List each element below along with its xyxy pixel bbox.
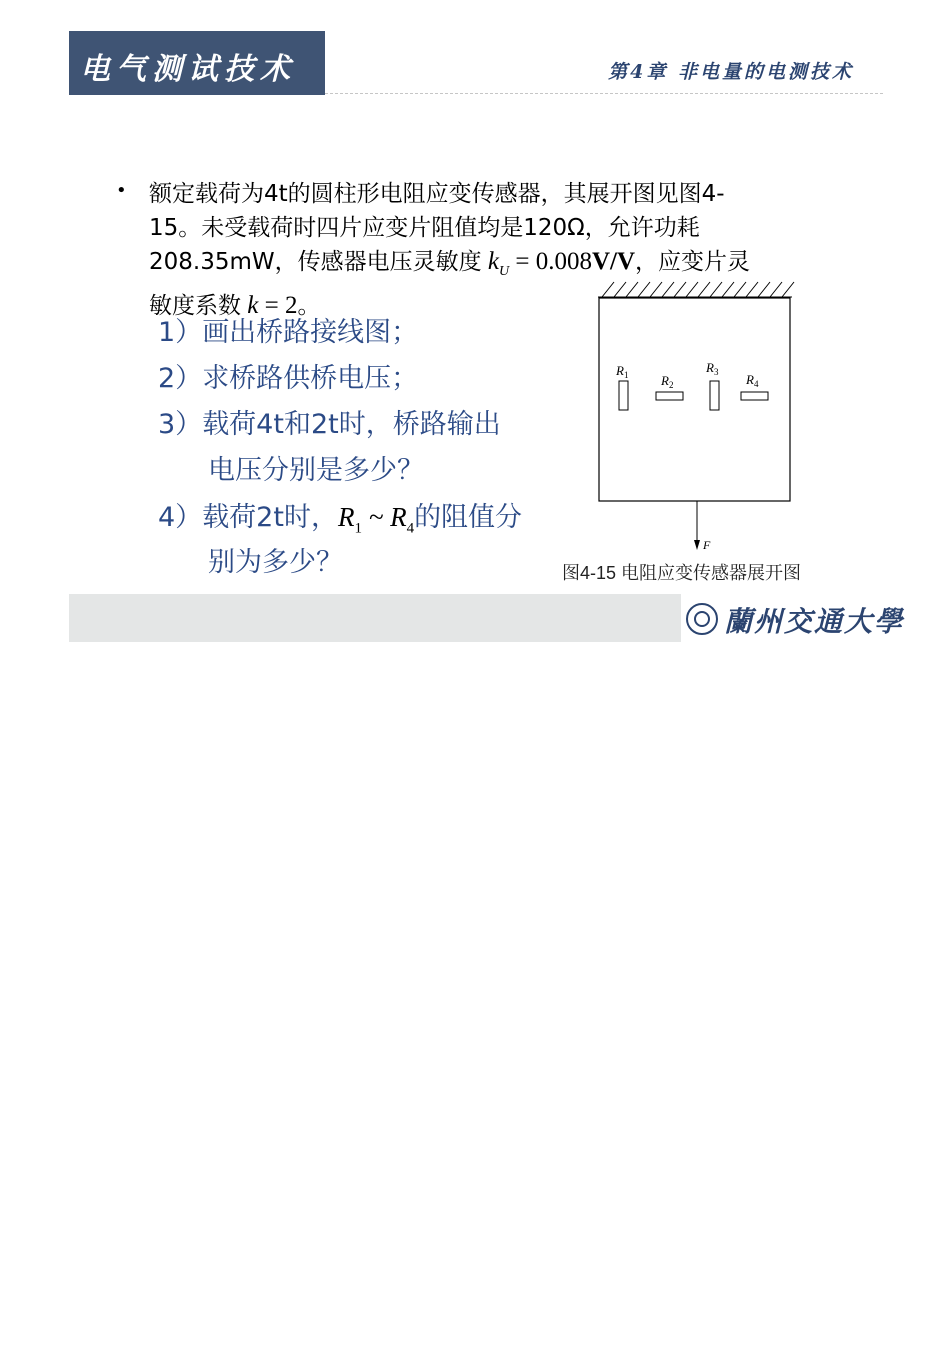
question-3-num: 3）: [158, 409, 203, 440]
question-3-continued: 电压分别是多少？: [208, 455, 424, 486]
problem-line-3-pre: 208.35mW，传感器电压灵敏度: [149, 249, 482, 275]
fixed-support-hatching: [598, 282, 794, 297]
force-arrow-head: [694, 540, 700, 550]
problem-line-2: 15。未受载荷时四片应变片阻值均是120Ω，允许功耗: [149, 215, 700, 241]
k-symbol: k: [247, 292, 259, 319]
r4-symbol: R: [390, 502, 407, 532]
label-r4: $R_4$: [746, 372, 759, 389]
bullet-marker: •: [116, 180, 127, 201]
strain-gauge-sensor-diagram: [590, 278, 810, 556]
university-emblem-icon: [686, 603, 718, 635]
question-2-text: 求桥路供桥电压；: [202, 363, 419, 394]
question-3: [158, 402, 501, 448]
problem-line-3-post: ，应变片灵: [635, 249, 751, 275]
ku-unit: V/V: [591, 248, 636, 275]
question-4-text-post: 的阻值分: [414, 502, 523, 533]
problem-line-1: 额定载荷为4t的圆柱形电阻应变传感器，其展开图见图4-: [149, 181, 725, 207]
question-1: [158, 310, 418, 356]
ku-value: = 0.008: [509, 248, 592, 275]
question-4-text-pre: 载荷2t时，: [202, 502, 338, 533]
question-2-num: 2）: [158, 363, 203, 394]
tilde-symbol: ~: [361, 502, 391, 532]
k-value: = 2: [258, 292, 298, 319]
ku-symbol: k: [487, 248, 499, 275]
gauge-r2: [656, 392, 683, 400]
ku-formula: [482, 248, 636, 279]
course-title: 电气测试技术: [80, 52, 296, 87]
r1-subscript: 1: [354, 520, 362, 537]
gauge-r3: [710, 381, 719, 410]
label-force: F: [703, 538, 711, 552]
header-divider: [325, 93, 883, 94]
r1-symbol: R: [337, 502, 355, 532]
label-r2: $R_2$: [661, 373, 674, 390]
problem-line-4-pre: 敏度系数: [149, 293, 241, 319]
question-1-text: 画出桥路接线图；: [202, 317, 419, 348]
gauge-r4: [741, 392, 768, 400]
university-name: 蘭州交通大學: [724, 605, 905, 638]
question-3-text: 载荷4t和2t时，桥路输出: [202, 409, 501, 440]
problem-line-4-post: 。: [297, 293, 321, 319]
question-2: [158, 356, 418, 402]
ku-subscript: U: [498, 264, 510, 279]
question-1-num: 1）: [158, 317, 203, 348]
label-r3: $R_3$: [706, 360, 719, 377]
figure-caption: 图4-15 电阻应变传感器展开图: [562, 563, 802, 583]
label-r1: $R_1$: [616, 363, 629, 380]
r4-subscript: 4: [406, 520, 415, 537]
r1-r4-formula: [337, 502, 415, 537]
question-4-continued: 别为多少？: [208, 547, 343, 578]
footer-band: [69, 594, 681, 642]
gauge-r1: [619, 381, 628, 410]
question-4-num: 4）: [158, 502, 203, 533]
chapter-title: 第4章 非电量的电测技术: [608, 61, 854, 83]
